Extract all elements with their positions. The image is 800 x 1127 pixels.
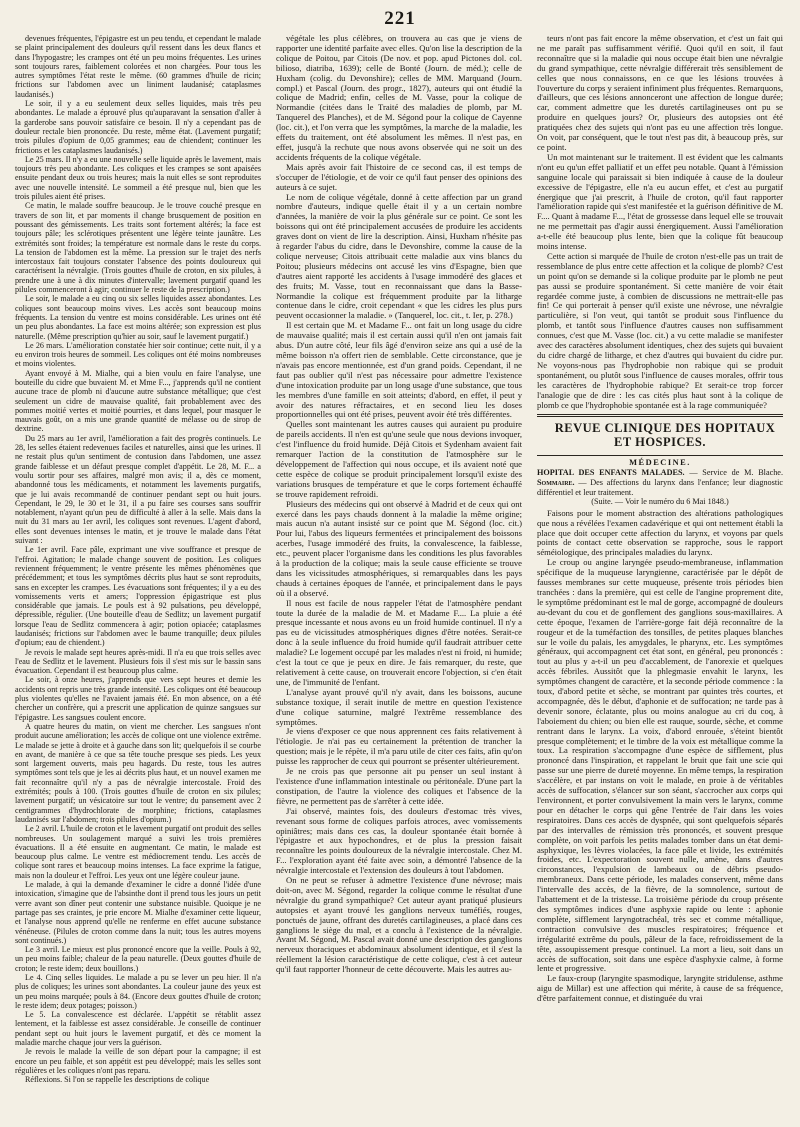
column-left xyxy=(15,34,261,1119)
paragraph: Ce matin, le malade souffre beaucoup. Je le trouve couché presque en travers de son lit, et par moments il change brusquement de position en poussant des gémissements. Les traits sont fortement altérés; la face est toujours pâle; les sclérotiques présentent une légère teinte jaunâtre. Les extrémités sont froides; la température est normale dans le reste du corps. La tension de l'abdomen est la même. La pression sur le trajet des nerfs intercostaux fait toujours constater l'absence des points douloureux qui caractérisent la névralgie. (Trois gouttes d'huile de croton, en six pilules, à prendre une à une à dix minutes d'intervalle; lavement purgatif quand les pilules commenceront à agir; continuer le reste de la prescription.) xyxy=(15,201,261,295)
paragraph: J'ai observé, maintes fois, des douleurs d'estomac très vives, revenant sous forme de coliques parfois atroces, avec vomissements opiniâtres; mais dans ces cas, la douleur spontanée était bornée à l'épigastre et aux hypochondres, et de plus la pression faisait reconnaître les points douloureux de la névralgie intercostale. Chez M. F... l'exploration ayant été faite avec soin, a démontré l'absence de la névralgie intercostale et l'extension des douleurs à tout l'abdomen. xyxy=(276,805,522,876)
page-number: 221 xyxy=(384,8,416,29)
continuation-note: (Suite. — Voir le numéro du 6 Mai 1848.) xyxy=(591,497,729,507)
paragraph: Réflexions. Si l'on se rappelle les descriptions de colique xyxy=(25,1075,210,1085)
paragraph: Le 26 mars. L'amélioration constatée hier soir continue; cette nuit, il y a eu environ trois heures de sommeil. Les coliques ont été moins nombreuses et moins violentes. xyxy=(15,340,261,369)
summary-text: — Des affections du larynx dans l'enfance; leur diagnostic différentiel et leur traitement. xyxy=(537,477,783,497)
paragraph: Le 25 mars. Il n'y a eu une nouvelle selle liquide après le lavement, mais toujours très peu abondante. Les coliques et les crampes se sont apaisées ensuite pendant deux ou trois heures; mais la nuit elles se sont reproduites avec une nouvelle intensité. Le sommeil a été presque nul, bien que les trois pilules aient été prises. xyxy=(15,154,261,202)
title-rule xyxy=(537,455,783,456)
section-subtitle: MÉDECINE. xyxy=(629,458,691,468)
paragraph: devenues fréquentes, l'épigastre est un peu tendu, et cependant le malade se plaint principalement des douleurs qu'il ressent dans les deux flancs et dans l'hypogastre; les crampes ont été un peu moins fréquentes. Les urines sont toujours rares, faiblement colorées et non chargées. Pour tous les autres symptômes l'état reste le même. (60 grammes d'huile de ricin; frictions sur l'abdomen avec un liniment laudanisé; cataplasmes laudanisés.) xyxy=(15,34,261,99)
paragraph: Le soir, il y a eu seulement deux selles liquides, mais très peu abondantes. Le malade a éprouvé plus qu'auparavant la sensation d'aller à la garderobe sans pouvoir satisfaire ce besoin. Il n'y a cependant pas de douleur rectale bien prononcée. Du reste, même état. (Lavement purgatif; trois pilules d'opium de 0,05 grammes; eau de chiendent; continuer les frictions et les cataplasmes laudanisés.) xyxy=(15,99,261,155)
paragraph: Je revois le malade la veille de son départ pour la campagne; il est encore un peu faible, et son appétit est peu développé; mais les selles sont régulières et les coliques n'ont pas reparu. xyxy=(15,1047,261,1075)
paragraph: A quatre heures du matin, on vient me chercher. Les sangsues n'ont produit aucune amélioration; les accès de colique ont une violence extrême. Le malade se jette à droite et à gauche dans son lit; quelquefois il se courbe en avant, de manière à ce que sa tête touche presque ses pieds. Les yeux sont largement ouverts, mais peu hagards. Du reste, tous les autres symptômes sont tels que je les ai décrits plus haut, et un nouvel examen me fait reconnaître qu'il n'y a pas de névralgie intercostale. Froid des extrémités; pouls à 100. (Trois gouttes d'huile de croton en six pilules; lavement purgatif; un vésicatoire sur tout le ventre; du pansement avec 2 centigrammes d'hydrochlorate de morphine; frictions, cataplasmes laudanisés sur l'abdomen; trois pilules d'opium.) xyxy=(15,721,261,824)
paragraph: Un mot maintenant sur le traitement. Il est évident que les calmants n'ont eu qu'un effet palliatif et un effet peu notable. Quant à l'émission sanguine locale qui paraissait si bien indiquée à cause de la douleur excessive de l'épigastre, elle n'a eu aucun effet, et c'est au purgatif énergique que j'ai prescrit, à l'huile de croton, qu'il faut rapporter l'amélioration rapide qui s'est manifestée et la guérison définitive de M. F.... Quant à madame F..., l'état de grossesse dans lequel elle se trouvait ne me permettait pas d'agir aussi énergiquement. Aussi l'amélioration a-t-elle été beaucoup plus lente, bien que la colique fût beaucoup moins intense. xyxy=(537,151,783,252)
paragraph: On ne peut se refuser à admettre l'existence d'une névrose; mais doit-on, avec M. Ségond, regarder la colique comme le résultat d'une névralgie du grand sympathique? Cet auteur ayant pratiqué plusieurs autopsies et ayant trouvé les ganglions nerveux tuméfiés, rouges, ponctués de jaune, offrant des duretés cartilagineuses, a placé dans ces ganglions le siège du mal, et a conclu à l'existence de la névralgie. Avant M. Ségond, M. Pascal avait donné une description des ganglions nerveux thoraciques et abdominaux absolument identique, et il s'est la réellement la lésion caractéristique de cette colique, c'est à cet auteur qu'il faut rapporter l'honneur de cette découverte. Mais les autres au- xyxy=(276,875,522,975)
column-middle xyxy=(276,34,522,1119)
paragraph: Je viens d'exposer ce que nous apprennent ces faits relativement à l'étiologie. Je n'ai pas eu certainement la prétention de trancher la question; mais je le répète, il m'a paru utile de citer ces faits, afin qu'on puisse les rapprocher de ceux qui pourront se présenter ultérieurement. xyxy=(276,726,522,767)
section-title: REVUE CLINIQUE DES HOPITAUX ET HOSPICES. xyxy=(554,421,776,450)
paragraph: Il est certain que M. et Madame F... ont fait un long usage du cidre de mauvaise qualité; mais il est certain aussi qu'il n'en ont jamais fait abus. D'un autre côté, leur fils âgé d'environ seize ans qui a usé de la même boisson n'a offert rien de semblable. Cette circonstance, que je n'avais pas encore mentionnée, est d'un grand poids. Cependant, il ne faut pas oublier qu'il n'est pas nécessaire pour admettre l'existence d'une intoxication produite par un long usage d'une substance, que tous les membres d'une famille en soit atteints; d'abord, en effet, il peut y avoir des natures réfractaires, et en second lieu les doses proportionnelles qui ont été prises, peuvent avoir été très différentes. xyxy=(276,320,522,420)
paragraph: Le 5. La convalescence est déclarée. L'appétit se rétablit assez lentement, et la faiblesse est assez considérable. Je conseille de continuer pendant sept ou huit jours le lavement purgatif, et dès ce moment la maladie marche chaque jour vers la guérison. xyxy=(15,1010,261,1048)
paragraph: Ayant envoyé à M. Mialhe, qui a bien voulu en faire l'analyse, une bouteille du cidre que buvaient M. et Mme F..., j'apprends qu'il ne contient aucune trace de plomb ni d'aucune autre substance métallique; que c'est seulement un cidre de mauvaise qualité, fait probablement avec des pommes moitié vertes et moitié pourries, et dans lequel, pour masquer le mauvais goût, on a mis une grande quantité de mélasse ou de sirop de dextrine. xyxy=(15,368,261,434)
paragraph: teurs n'ont pas fait encore la même observation, et c'est un fait qui ne me paraît pas suffisamment vérifié. Quoi qu'il en soit, il faut reconnaître que si la maladie qui nous occupe était bien une névralgie du grand sympathique, cette névralgie différerait très sensiblement de celles que nous connaissons, en ce que les lésions trouvées à l'ouverture du corps y seraient infiniment plus fréquentes. Remarquons, d'ailleurs, que ces lésions annonceront une affection de longue durée; car, comment admettre que les duretés cartilagineuses ont pu se produire en quelques jours? Or, plusieurs des autopsies ont été pratiquées chez des sujets qui n'ont pas eu une affection très longue. On voit, par conséquent, que le tout n'est pas dit, à beaucoup près, sur ce point. xyxy=(537,34,783,152)
paragraph: L'analyse ayant prouvé qu'il n'y avait, dans les boissons, aucune substance toxique, il serait inutile de mettre en question l'existence d'une colique saturnine, malgré l'extrême ressemblance des symptômes. xyxy=(276,686,522,727)
paragraph: Plusieurs des médecins qui ont observé à Madrid et de ceux qui ont exercé dans les pays chauds donnent à la maladie la même origine; mais aucun n'a autant insisté sur ce point que M. Ségond (loc. cit.) Pour lui, l'abus des liqueurs fermentées et principalement des boissons acerbes, l'usage immodéré des fruits, la convalescence, la faiblesse, etc., peuvent placer l'organisme dans les conditions les plus favorables à la production de la colique; mais la seule cause efficiente se trouve dans les vicissitudes atmosphériques, si remarquables dans les pays chauds à certaines époques de l'année, et principalement dans le pays où il a observé. xyxy=(276,498,522,598)
paragraph: Le 3 avril. Le mieux est plus prononcé encore que la veille. Pouls à 92, un peu moins faible; chaleur de la peau naturelle. (Deux gouttes d'huile de croton; le reste idem; deux bouillons.) xyxy=(15,945,261,973)
paragraph: Le 4. Cinq selles liquides. Le malade a pu se lever un peu hier. Il n'a plus de coliques; les urines sont abondantes. La couleur jaune des yeux est un peu moins marquée; pouls à 84. (Encore deux gouttes d'huile de croton; le reste idem; deux potages; poisson.) xyxy=(15,972,261,1010)
paragraph: Le nom de colique végétale, donné à cette affection par un grand nombre d'auteurs, indique quelle était il y a un certain nombre d'années, la manière de voir la plus générale sur ce point. Ce sont les boissons qui ont été principalement accusées de produire les accidents graves dont on vient de lire la description. Ainsi, Huxham n'hésite pas à regarder l'abus du cidre, dans le Devonshire, comme la cause de la colique nerveuse; Citois attribuait cette maladie aux vins blancs du Poitou; plusieurs médecins ont accusé les vins d'Espagne, bien que d'autres aient rapporté les accidents à l'usage immodéré des glaces et des fruits; M. Vasse, tout en reconnaissant que dans la Basse-Normandie la colique est fréquemment produite par la litharge contenue dans le cidre, croit cependant « que les cidres les plus purs peuvent occasionner la maladie. » (Tanquerel, loc. cit., t. Ier, p. 278.) xyxy=(276,191,522,321)
column-right xyxy=(537,34,783,1119)
paragraph: Le malade, à qui la demande d'examiner le cidre a donné l'idée d'une intoxication, s'imagine que de l'absinthe dont il prend tous les jours un petit verre avant son dîner peut contenir une substance nuisible. Quoique je ne partage pas ses craintes, je prie encore M. Mialhe d'examiner cette liqueur, et l'analyse nous apprend qu'elle ne renferme en effet aucune substance vénéneuse. (Pilules de croton comme dans la nuit; tous les autres moyens sont continués.) xyxy=(15,880,261,945)
hospital-name: HOPITAL DES ENFANTS MALADES. xyxy=(537,468,685,478)
paragraph: Il nous est facile de nous rappeler l'état de l'atmosphère pendant toute la durée de la maladie de M. et Madame F.... La pluie a été presque incessante et nous avons eu un froid humide continuel. Il n'y a pas eu de vicissitudes atmosphériques dignes d'être notées. Serait-ce donc à la seule influence du froid humide qu'il faudrait attribuer cette maladie? Le logement occupé par les malades n'est ni froid, ni humide; c'est la tout ce que je peux en dire. Je fais remarquer, du reste, que relativement à cette cause, on trouverait encore l'objection, si c'en était une, de l'immunité de l'enfant. xyxy=(276,597,522,687)
paragraph: Le 2 avril. L'huile de croton et le lavement purgatif ont produit des selles nombreuses. Un soulagement marqué a suivi les trois premières évacuations. Il a été ensuite en augmentant. Ce matin, le malade est beaucoup plus calme. Le ventre est médiocrement tendu. Les accès de colique sont rares et beaucoup moins intenses. La face exprime la fatigue, mais non la douleur et l'effroi. Les yeux ont une légère couleur jaune. xyxy=(15,824,261,880)
paragraph: Du 25 mars au 1er avril, l'amélioration a fait des progrès continuels. Le 28, les selles étaient redevenues faciles et naturelles, ainsi que les urines. Il ne restait plus qu'un sentiment de contusion dans l'abdomen, une assez grande faiblesse et un défaut presque complet d'appétit. Le 28, M. F... a voulu sortir pour ses affaires, malgré mon avis; il a, dès ce moment, abandonné tous les médicaments, et notamment les lavements purgatifs, que je lui avais recommandé de continuer pendant sept ou huit jours. Cependant, le 29, le 30 et le 31, il a pu faire ses courses sans souffrir notablement, n'ayant qu'un peu de difficulté à aller à la selle. Mais dans la nuit du 31 mars au 1er avril, les coliques sont revenues. L'agent d'abord, elles sont devenues intenses le matin, et je trouve le malade dans l'état suivant : xyxy=(15,433,261,546)
paragraph: Le 1er avril. Face pâle, exprimant une vive souffrance et presque de l'effroi. Agitation; le malade change souvent de position. Les coliques reviennent fréquemment; le ventre présente les mêmes phénomènes que précédemment; et tous les symptômes décrits plus haut se sont reproduits, sans en excepter les crampes. Les évacuations sont fréquentes; il y a eu des vomissements verts et amers; l'oppression épigastrique est plus considérable que jamais. Le pouls est à 92 pulsations, peu développé, dépressible, régulier. (Une bouteille d'eau de Sedlitz; un lavement purgatif lorsque l'eau de Sedlitz commencera à agir; potion opiacée; cataplasmes laudanisés; frictions sur l'abdomen avec le baume tranquille; deux pilules d'opium; eau de chiendent.) xyxy=(15,545,261,648)
paragraph: Je revois le malade sept heures après-midi. Il n'a eu que trois selles avec l'eau de Sedlitz et le lavement. Plusieurs fois il s'est mis sur le bassin sans évacuation. Cependant il est beaucoup plus calme. xyxy=(15,647,261,676)
paragraph: Le croup ou angine laryngée pseudo-membraneuse, inflammation spécifique de la muqueuse laryngienne, caractérisée par le dépôt de fausses membranes sur cette muqueuse, présente trois périodes bien tranchées : dans la première, qui est celle de l'angine proprement dite, le symptôme prédominant est le mal de gorge, accompagné de douleurs au-devant du cou et de gonflement des ganglions sous-maxillaires. A cette époque, l'examen de l'arrière-gorge fait déjà reconnaître de la rougeur et de la tuméfaction des tonsilles, de petites plaques blanches sur le voile du palais, les amygdales, le pharynx, etc. Les symptômes généraux, qui accompagnent cet état sont, en général, peu prononcés : tout au plus y a-t-il un peu d'accablement, de l'anorexie et quelques accès fébriles. Aussitôt que la phlegmasie envahit le larynx, les symptômes changent de caractère, et la seconde période commence : la toux, d'abord petite et sèche, se montrant par quintes très courtes, et accompagnée, dès le début, d'aphonie et de suffocation; ne tarde pas à devenir sonore, éclatante, plus ou moins analogue au cri du coq, à l'aboiement du chien; ou bien elle est rauque, sourde, sèche, et comme rentrant dans le larynx. La voix, d'abord enrouée, s'éteint bientôt presque complètement; et le timbre de la voix est métallique comme la toux. La respiration s'accompagne d'une espèce de sifflement, plus prononcé dans l'inspiration, et rappelant le bruit que fait une scie qui passe sur une pierre de dureté moyenne. En même temps, la respiration s'accélère, et par instans on voit le malade, en proie à de véritables accès de suffocation, s'élancer sur son séant, s'accrocher aux corps qui l'environnent, et porter convulsivement la main vers le larynx, comme pour en détacher le corps qui gêne l'entrée de l'air dans les voies respiratoires. Dans ces accès de dyspnée, qui sont quelquefois séparés par des intervalles de rémission très prononcés, et souvent presque complète, on voit parfois les petits malades tomber dans un état demi-asphyxique, les lèvres violacées, la face pâle et livide, les extrémités froides, etc. L'expectoration souvent nulle, amène, dans d'autres circonstances, l'expulsion de lambeaux ou de débris pseudo-membraneux. Dans cette période, les malades conservent, même dans l'intervalle des accès, de la fièvre, de la somnolence, surtout de l'abattement et de la tristesse. La troisième période du croup présente des symptômes indices d'une asphyxie rapide ou lente : aphonie complète, sifflement laryngotrachéal, très sec et comme métallique, contraction convulsive des muscles respiratoires; fréquence et irrégularité extrême du pouls, pâleur de la face, refroidissement de la tête, assoupissement presque continuel. La mort a lieu, soit dans un accès de suffocation, soit dans une espèce d'asphyxie calme, à forme lente et progressive. xyxy=(537,557,783,974)
paragraph: Quelles sont maintenant les autres causes qui auraient pu produire de pareils accidents. Il n'en est qu'une seule que nous devions invoquer, c'est l'influence du froid humide. Déjà Citois et Sydenham avaient fait remarquer l'action de la constitution de l'atmosphère sur le développement de l'affection qui nous occupe, et ils avaient noté que cette espèce de colique se produit principalement lorsqu'il existe des variations brusques de température et que le corps fortement échauffé se trouve rapidement refroidi. xyxy=(276,419,522,499)
paragraph: végétale les plus célèbres, on trouvera au cas que je viens de rapporter une identité parfaite avec elles. Qu'on lise la description de la colique de Poitou, par Citois (De nov. et pop. apud Pictones dol. col. bilioso, diatriba, 1639); celle de Bonté (Journ. de méd.); celle de Huxham (colig. du Devonshire); celles de MM. Marquand (Journ. compl.) et Pascal (Journ. des progr., 1827), auteurs qui ont étudié la colique de Madrid; enfin, celles de M. Vasse, pour la colique de Normandie (citées dans le Traité des maladies de plomb, par M. Tanquerel des Planches), et de M. Ségond pour la colique de Cayenne (loc. cit.), et l'on verra que les symptômes, la marche de la maladie, les effets du traitement, ont été absolument les mêmes. Il n'est pas, en effet, jusqu'à la rechute que nous avons observée qui ne soit un des accidents fréquents de la colique végétale. xyxy=(276,34,522,162)
paragraph: Le soir, à onze heures, j'apprends que vers sept heures et demie les accidents ont repris une très grande intensité. Les coliques ont été beaucoup plus violentes qu'elles ne l'avaient jamais été. En mon absence, on a été chercher un confrère, qui a prescrit une application de quinze sangsues sur l'épigastre. Les sangsues coulent encore. xyxy=(15,675,261,722)
article-header xyxy=(537,468,783,506)
paragraph: Je ne crois pas que personne ait pu penser un seul instant à l'existence d'une inflammation intestinale ou péritonéale. D'une part la constipation, de l'autre la violence des coliques et l'absence de la fièvre, ne permettent pas de s'arrêter à cette idée. xyxy=(276,766,522,806)
service-name: — Service de M. Blache. xyxy=(689,468,783,478)
paragraph: Le faux-croup (laryngite spasmodique, laryngite stridulense, asthme aigu de Millar) est une affection qui mérite, à cause de sa fréquence, d'être parfaitement connue, et distinguée du vrai xyxy=(537,973,783,1004)
paragraph: Cette action si marquée de l'huile de croton n'est-elle pas un trait de ressemblance de plus entre cette affection et la colique de plomb? C'est un point qu'on se demande si la colique produite par le plomb ne peut pas aussi se produire spontanément. Si cette manière de voir était regardée comme juste, à combien de discussions ne mettrait-elle pas fin! Ce qui porterait à penser qu'il existe une névrose, une névralgie particulière, si l'on veut, qui tantôt se produit sous l'influence du plomb, et tantôt sous l'influence d'autres causes non suffisamment connues, c'est que M. Vasse (loc. cit.) a vu cette maladie se manifester avec des caractères absolument identiques, chez des sujets qui buvaient du cidre chargé de litharge, et chez d'autres qui buvaient du cidre pur. Ne voyons-nous pas l'hydrophobie non rabique qui se produit spontanément, ou plutôt sous l'influence de causes morales, offrir tous les caractères de l'hydrophobie rabique? Et serait-ce trop forcer l'analogie que de dire : les cas cités plus haut sont à la colique de plomb ce que l'hydrophobie spontanée est à la rage communiquée? xyxy=(537,250,783,410)
paragraph: Mais après avoir fait l'histoire de ce second cas, il est temps de s'occuper de l'étiologie, et de voir ce qu'il faut penser des opinions des auteurs à ce sujet. xyxy=(276,161,522,192)
summary-label: Sommaire. xyxy=(537,477,575,487)
paragraph: Le soir, le malade a eu cinq ou six selles liquides assez abondantes. Les coliques sont beaucoup moins vives. Les accès sont beaucoup moins fréquents. La tension du ventre est moins considérable. Les urines ont été un peu plus abondantes. La face est moins altérée; son expression est plus naturelle. (Même prescription qu'hier au soir, sauf le lavement purgatif.) xyxy=(15,294,261,341)
paragraph: Faisons pour le moment abstraction des altérations pathologiques que nous a révélées l'examen cadavérique et qui ont nettement établi la place que doit occuper cette affection du larynx, et voyons par quels points de contact cette observation se rapproche, sous le rapport séméiologique, des principales maladies du larynx. xyxy=(537,507,783,558)
section-divider xyxy=(537,414,783,417)
